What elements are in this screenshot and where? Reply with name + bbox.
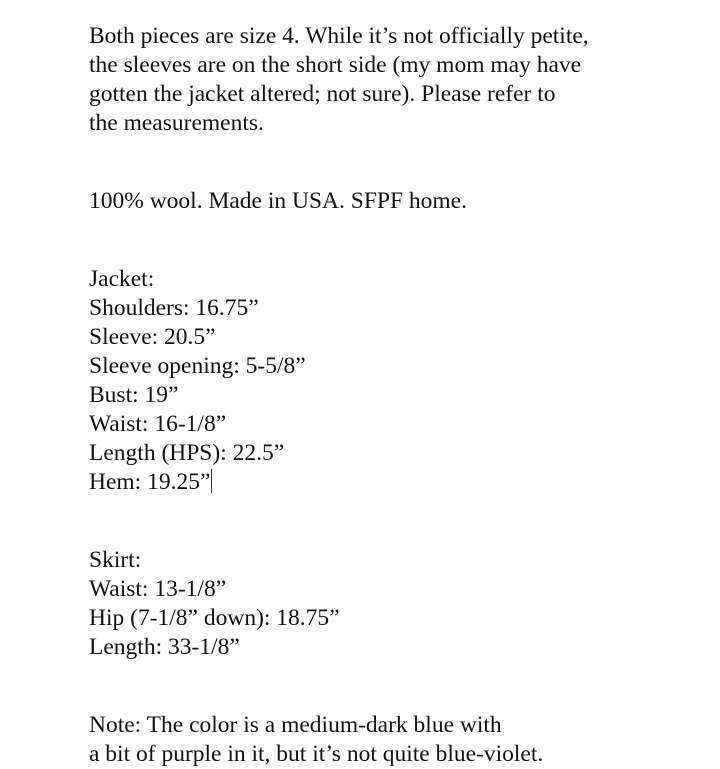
- jacket-sleeve-opening: Sleeve opening: 5-5/8”: [89, 353, 306, 379]
- spacer: [89, 497, 709, 526]
- skirt-section: [89, 546, 709, 662]
- spacer: [89, 662, 709, 691]
- spacer: [89, 691, 709, 711]
- document-body: [89, 22, 709, 769]
- intro-line: the sleeves are on the short side (my mom may have: [89, 52, 582, 78]
- jacket-sleeve: Sleeve: 20.5”: [89, 324, 216, 350]
- spacer: [89, 167, 709, 187]
- text-cursor: [211, 469, 212, 493]
- skirt-length: Length: 33-1/8”: [89, 634, 240, 660]
- intro-paragraph: [89, 22, 709, 138]
- jacket-hem-row[interactable]: [89, 468, 709, 497]
- jacket-heading: Jacket:: [89, 266, 155, 292]
- jacket-bust: Bust: 19”: [89, 382, 179, 408]
- jacket-section: [89, 265, 709, 497]
- jacket-shoulders: Shoulders: 16.75”: [89, 295, 259, 321]
- note-line: Note: The color is a medium-dark blue with: [89, 712, 502, 738]
- skirt-heading: Skirt:: [89, 547, 142, 573]
- spacer: [89, 216, 709, 245]
- intro-line: the measurements.: [89, 110, 264, 136]
- spacer: [89, 245, 709, 265]
- jacket-length: Length (HPS): 22.5”: [89, 440, 285, 466]
- note-line: a bit of purple in it, but it’s not quite blue-violet.: [89, 741, 544, 767]
- intro-line: gotten the jacket altered; not sure). Please refer to: [89, 81, 556, 107]
- jacket-waist: Waist: 16-1/8”: [89, 411, 227, 437]
- skirt-hip: Hip (7-1/8” down): 18.75”: [89, 605, 340, 631]
- intro-line: Both pieces are size 4. While it’s not officially petite,: [89, 23, 589, 49]
- jacket-hem: Hem: 19.25”: [89, 469, 211, 495]
- skirt-waist: Waist: 13-1/8”: [89, 576, 227, 602]
- spacer: [89, 138, 709, 167]
- spacer: [89, 526, 709, 546]
- material-line: 100% wool. Made in USA. SFPF home.: [89, 188, 467, 214]
